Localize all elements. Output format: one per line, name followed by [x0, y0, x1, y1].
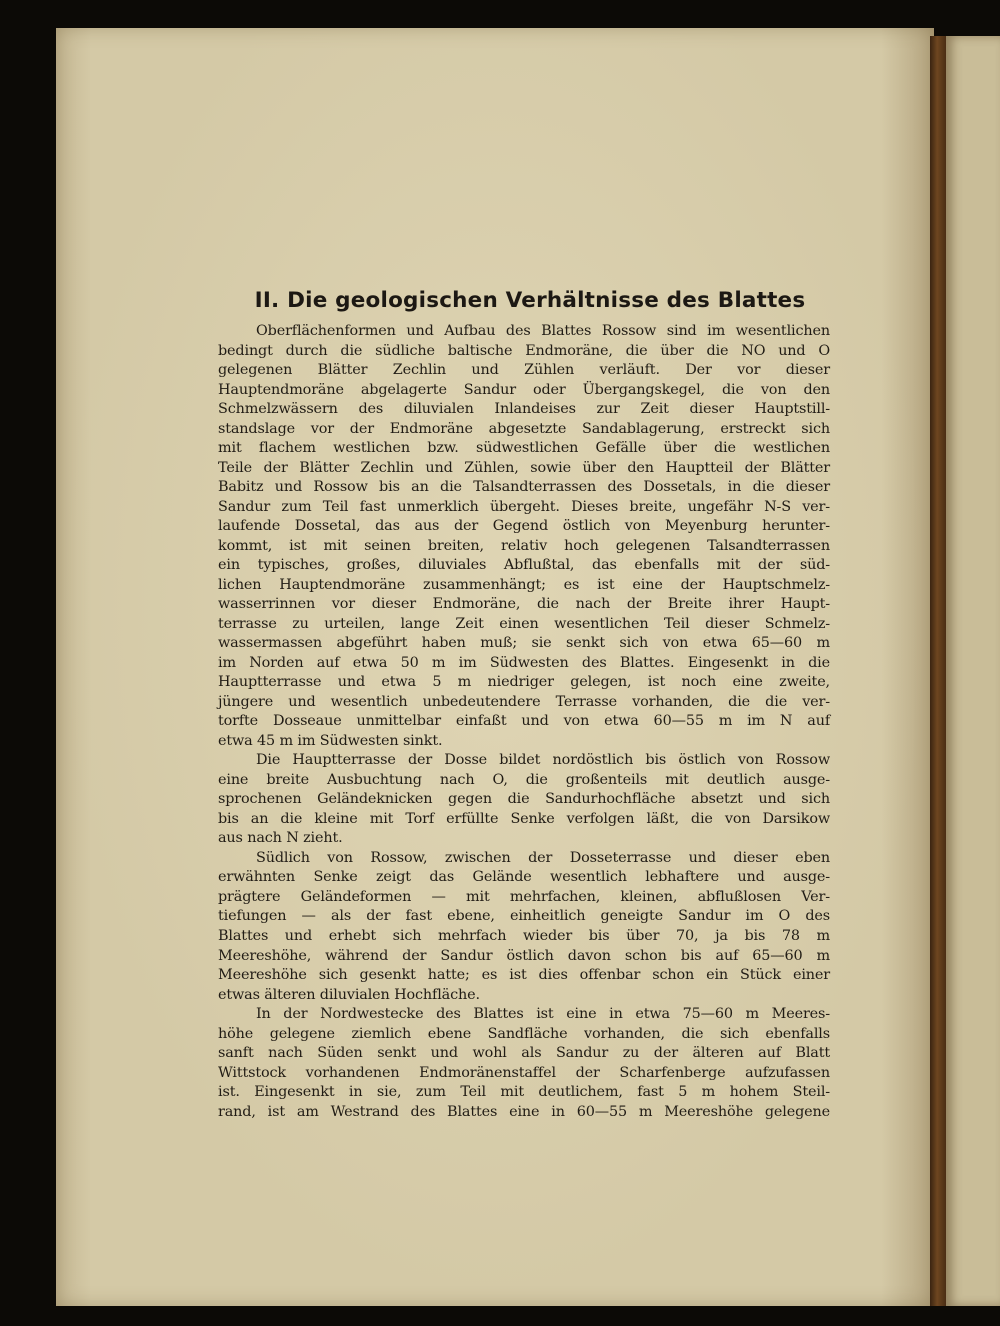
text-line: Sandur zum Teil fast unmerklich übergeht. Dieses breite, ungefähr N-S ver-: [218, 498, 830, 515]
paragraph-4: [218, 1005, 830, 1122]
facing-page-edge: [946, 36, 1000, 1306]
text-line: etwas älteren diluvialen Hochfläche.: [218, 986, 480, 1003]
chapter-heading: II. Die geologischen Verhältnisse des Blattes: [254, 288, 806, 313]
text-line: Hauptterrasse und etwa 5 m niedriger gelegen, ist noch eine zweite,: [218, 674, 830, 691]
text-line: Teile der Blätter Zechlin und Zühlen, sowie über den Hauptteil der Blätter: [218, 459, 830, 476]
text-line: bedingt durch die südliche baltische Endmoräne, die über die NO und O: [218, 342, 830, 359]
text-line: bis an die kleine mit Torf erfüllte Senke verfolgen läßt, die von Darsikow: [218, 810, 830, 827]
text-line: lichen Hauptendmoräne zusammenhängt; es ist eine der Hauptschmelz-: [218, 576, 830, 593]
text-line: Hauptendmoräne abgelagerte Sandur oder Übergangskegel, die von den: [218, 381, 830, 398]
text-line: im Norden auf etwa 50 m im Südwesten des Blattes. Eingesenkt in die: [218, 654, 830, 671]
text-line: höhe gelegene ziemlich ebene Sandfläche vorhanden, die sich ebenfalls: [218, 1025, 830, 1042]
paragraph-1: [218, 322, 830, 751]
text-line: Blattes und erhebt sich mehrfach wieder bis über 70, ja bis 78 m: [218, 927, 830, 944]
text-line: erwähnten Senke zeigt das Gelände wesentlich lebhaftere und ausge-: [218, 869, 830, 886]
text-line: Südlich von Rossow, zwischen der Dosseterrasse und dieser eben: [256, 849, 830, 866]
body-text: [218, 322, 830, 1122]
text-line: tiefungen — als der fast ebene, einheitlich geneigte Sandur im O des: [218, 908, 830, 925]
text-line: Schmelzwässern des diluvialen Inlandeises zur Zeit dieser Hauptstill-: [218, 401, 830, 418]
text-line: Oberflächenformen und Aufbau des Blattes Rossow sind im wesentlichen: [256, 323, 830, 339]
text-line: torfte Dosseaue unmittelbar einfaßt und von etwa 60—55 m im N auf: [218, 713, 830, 730]
text-line: Babitz und Rossow bis an die Talsandterrassen des Dossetals, in die dieser: [218, 479, 830, 496]
book-spine: [930, 36, 946, 1306]
text-line: laufende Dossetal, das aus der Gegend östlich von Meyenburg herunter-: [218, 518, 830, 535]
text-line: wasserrinnen vor dieser Endmoräne, die nach der Breite ihrer Haupt-: [218, 596, 830, 613]
text-line: eine breite Ausbuchtung nach O, die großenteils mit deutlich ausge-: [218, 771, 830, 788]
text-line: prägtere Geländeformen — mit mehrfachen, kleinen, abflußlosen Ver-: [218, 888, 830, 905]
text-line: mit flachem westlichen bzw. südwestlichen Gefälle über die westlichen: [218, 440, 830, 457]
text-line: In der Nordwestecke des Blattes ist eine in etwa 75—60 m Meeres-: [256, 1006, 830, 1023]
text-line: ist. Eingesenkt in sie, zum Teil mit deutlichem, fast 5 m hohem Steil-: [218, 1084, 830, 1101]
text-line: sprochenen Geländeknicken gegen die Sandurhochfläche absetzt und sich: [218, 791, 830, 808]
text-line: etwa 45 m im Südwesten sinkt.: [218, 732, 443, 749]
text-line: ein typisches, großes, diluviales Abflußtal, das ebenfalls mit der süd-: [218, 557, 830, 574]
text-line: sanft nach Süden senkt und wohl als Sandur zu der älteren auf Blatt: [218, 1045, 830, 1062]
text-line: Meereshöhe, während der Sandur östlich davon schon bis auf 65—60 m: [218, 947, 830, 964]
text-line: standslage vor der Endmoräne abgesetzte Sandablagerung, erstreckt sich: [218, 420, 830, 437]
text-line: Die Hauptterrasse der Dosse bildet nordöstlich bis östlich von Rossow: [256, 752, 830, 769]
paragraph-3: [218, 849, 830, 1005]
text-line: Meereshöhe sich gesenkt hatte; es ist dies offenbar schon ein Stück einer: [218, 967, 830, 984]
text-line: aus nach N zieht.: [218, 830, 343, 847]
text-line: terrasse zu urteilen, lange Zeit einen wesentlichen Teil dieser Schmelz-: [218, 615, 830, 632]
text-line: Wittstock vorhandenen Endmoränenstaffel der Scharfenberge aufzufassen: [218, 1064, 830, 1081]
paragraph-2: [218, 751, 830, 849]
text-line: wassermassen abgeführt haben muß; sie senkt sich von etwa 65—60 m: [218, 635, 830, 652]
text-line: rand, ist am Westrand des Blattes eine in 60—55 m Meereshöhe gelegene: [218, 1103, 830, 1120]
text-line: kommt, ist mit seinen breiten, relativ hoch gelegenen Talsandterrassen: [218, 537, 830, 554]
text-line: jüngere und wesentlich unbedeutendere Terrasse vorhanden, die die ver-: [218, 693, 830, 710]
text-line: gelegenen Blätter Zechlin und Zühlen verläuft. Der vor dieser: [218, 362, 830, 379]
